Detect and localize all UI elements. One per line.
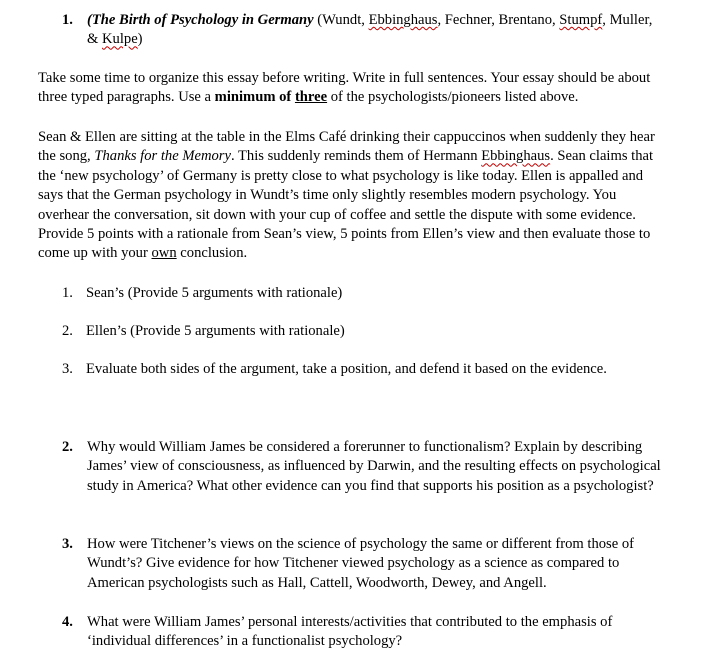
underlined-own: own bbox=[151, 245, 177, 262]
song-title: Thanks for the Memory bbox=[94, 148, 231, 165]
spellcheck-word: Kulpe bbox=[102, 31, 138, 48]
question-2-text: Why would William James be considered a forerunner to functionalism? Explain by describing James’ view of consciousness, as influenced by Darwin, and the resulting effects on psychological study in America? What other evidence can you find that supports his position as a psychologist? bbox=[87, 439, 661, 494]
sublist-item bbox=[62, 360, 692, 379]
question-4-text: What were William James’ personal interests/activities that contributed to the emphasis of ‘individual differences’ in a functionalist psychology? bbox=[87, 614, 613, 650]
question-1-number: 1. bbox=[62, 12, 73, 28]
instructions-bold: minimum of three bbox=[214, 89, 328, 106]
sublist-number: 3. bbox=[62, 361, 73, 377]
spellcheck-word: Ebbinghaus bbox=[368, 12, 438, 28]
question-1-title: (The Birth of Psychology in Germany bbox=[87, 12, 314, 28]
spellcheck-word: Stumpf bbox=[559, 12, 603, 28]
question-4-number: 4. bbox=[62, 614, 73, 630]
sublist-text: Sean’s (Provide 5 arguments with rationale) bbox=[86, 285, 343, 301]
spellcheck-word: Ebbinghaus bbox=[481, 148, 551, 165]
sublist-number: 1. bbox=[62, 285, 73, 301]
sublist-text: Evaluate both sides of the argument, take a position, and defend it based on the evidence. bbox=[86, 361, 607, 377]
instructions-paragraph: Take some time to organize this essay before writing. Write in full sentences. Your essay should be about three typed paragraphs. Use a minimum of three of the psychologists/pioneers listed above. bbox=[38, 70, 651, 106]
scenario-paragraph: Sean & Ellen are sitting at the table in the Elms Café drinking their cappuccinos when suddenly they hear the song, Thanks for the Memory. This suddenly reminds them of Hermann Ebbinghaus. Sean claims that the ‘new psychology’ of Germany is pretty close to what psychology is like today. Ellen is appalled and says that the German psychology in Wundt’s time only slightly resembles modern psychology. You overhear the conversation, sit down with your cup of coffee and settle the dispute with some evidence. Provide 5 points with a rationale from Sean’s view, 5 points from Ellen’s view and then evaluate those to come up with your own conclusion. bbox=[38, 129, 655, 262]
sublist-item bbox=[62, 322, 662, 341]
sublist-text: Ellen’s (Provide 5 arguments with rationale) bbox=[86, 323, 345, 339]
question-1-heading: (The Birth of Psychology in Germany (Wundt, Ebbinghaus, Fechner, Brentano, Stumpf, Muller, & Kulpe) bbox=[87, 12, 653, 48]
question-2-number: 2. bbox=[62, 439, 73, 455]
question-3-text: How were Titchener’s views on the science of psychology the same or different from those of Wundt’s? Give evidence for how Titchener viewed psychology as a science as compared to American psychologists such as Hall, Cattell, Woodworth, Dewey, and Angell. bbox=[87, 536, 634, 591]
sublist-item bbox=[62, 284, 662, 303]
question-3-number: 3. bbox=[62, 536, 73, 552]
sublist-number: 2. bbox=[62, 323, 73, 339]
